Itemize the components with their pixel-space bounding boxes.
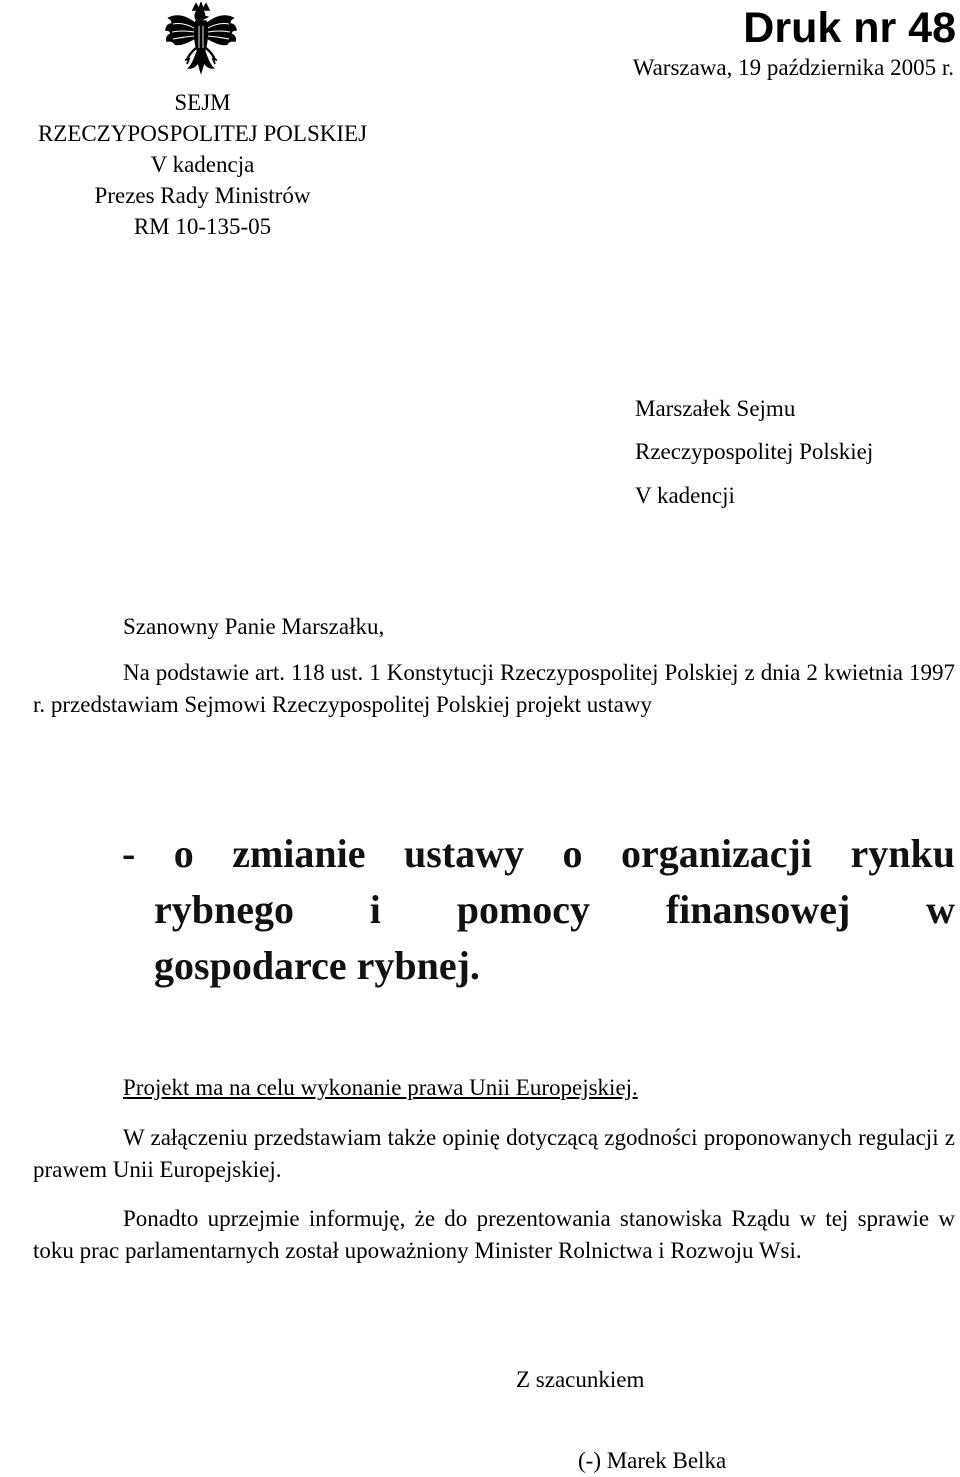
print-number: Druk nr 48 [743, 4, 956, 52]
title-word: rybnego [154, 887, 294, 932]
signature: (-) Marek Belka [578, 1448, 727, 1473]
title-word: organizacji [620, 831, 812, 876]
bill-title [122, 826, 955, 994]
eu-note: Projekt ma na celu wykonanie prawa Unii Europejskiej. [123, 1075, 638, 1100]
title-word: w [926, 887, 955, 932]
title-word: pomocy [456, 887, 591, 932]
addressee-line-2: Rzeczypospolitej Polskiej [635, 439, 874, 464]
title-word: ustawy [404, 831, 525, 876]
title-word: i [369, 887, 381, 932]
title-word: o [173, 831, 194, 876]
closing: Z szacunkiem [516, 1367, 645, 1392]
polish-eagle-emblem [163, 2, 239, 80]
title-word: - [122, 831, 136, 876]
place-date: Warszawa, 19 października 2005 r. [632, 55, 954, 80]
sender-line-2: RZECZYPOSPOLITEJ POLSKIEJ [37, 121, 368, 146]
sender-line-5: RM 10-135-05 [133, 214, 272, 239]
title-word: rynku [850, 831, 955, 876]
intro-paragraph: Na podstawie art. 118 ust. 1 Konstytucji Rzeczypospolitej Polskiej z dnia 2 kwietnia 1997 r. przedstawiam Sejmowi Rzeczypospolitej Polskiej projekt ustawy [33, 660, 955, 717]
addressee-line-3: V kadencji [635, 483, 735, 508]
addressee-line-1: Marszałek Sejmu [635, 396, 796, 421]
attachment-paragraph: W załączeniu przedstawiam także opinię dotyczącą zgodności proponowanych regulacji z prawem Unii Europejskiej. [33, 1125, 955, 1182]
sender-line-3: V kadencja [150, 152, 255, 177]
title-word: finansowej [665, 887, 851, 932]
salutation: Szanowny Panie Marszałku, [123, 614, 385, 639]
sender-line-1: SEJM [174, 90, 231, 115]
title-word: o [562, 831, 583, 876]
sender-line-4: Prezes Rady Ministrów [94, 183, 311, 208]
bill-title-line-3: gospodarce rybnej. [154, 943, 480, 988]
representative-paragraph: Ponadto uprzejmie informuję, że do prezentowania stanowiska Rządu w tej sprawie w toku prac parlamentarnych został upoważniony Minister Rolnictwa i Rozwoju Wsi. [33, 1206, 955, 1263]
sender-block [20, 87, 385, 242]
bill-title-line-2 [122, 882, 955, 938]
eagle-icon [163, 2, 239, 80]
bill-title-line-1 [122, 826, 955, 882]
title-word: zmianie [232, 831, 366, 876]
